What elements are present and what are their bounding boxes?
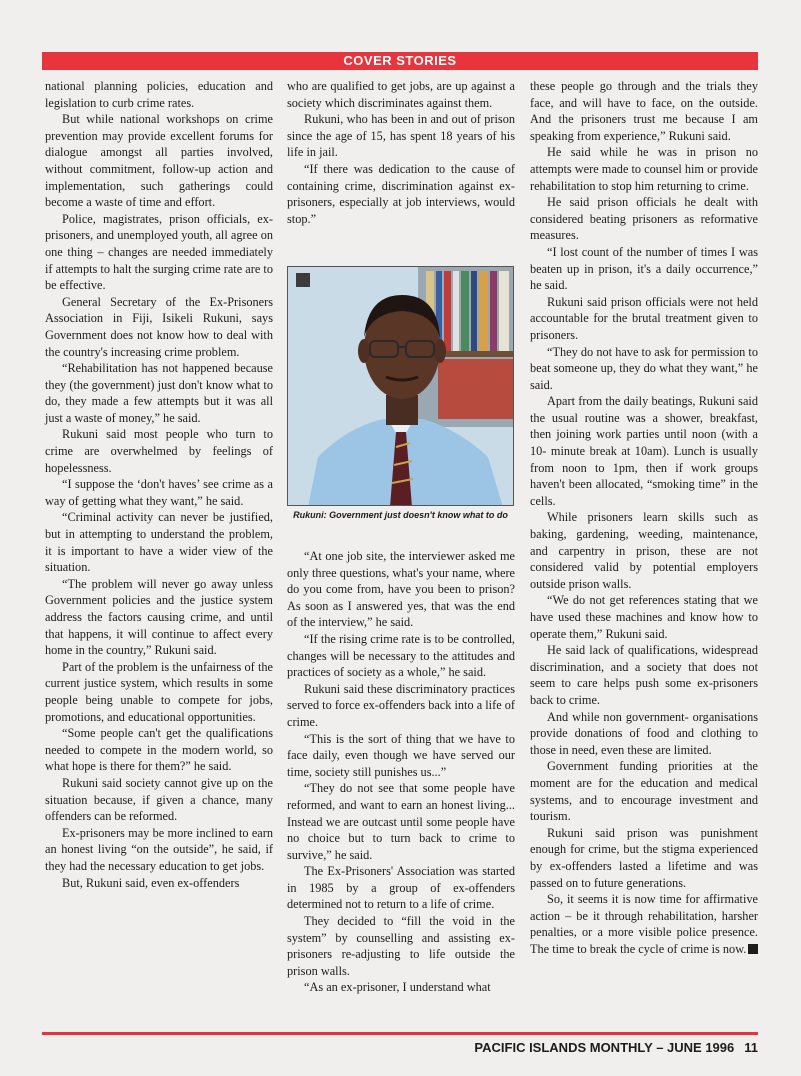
paragraph: Rukuni said prison was punishment enough for crime, but the stigma experienced by ex-offenders lasted a lifetime and was passed on to future generations. xyxy=(530,825,758,890)
paragraph: Police, magistrates, prison officials, ex-prisoners, and unemployed youth, all agree on one thing – changes are needed immediately if attempts to halt the surging crime rate are to be effective. xyxy=(45,211,273,293)
paragraph: Apart from the daily beatings, Rukuni said the usual routine was a shower, breakfast, then joining work parties until noon (with a 10- minute break at 10am). Lunch is usually from noon to 1pm, then if work groups haven't been allocated, “smoking time” in the cells. xyxy=(530,394,758,508)
paragraph: But, Rukuni said, even ex-offenders xyxy=(62,875,240,890)
paragraph: Rukuni said society cannot give up on the situation because, if given a chance, many offenders can be reformed. xyxy=(45,775,273,824)
footer-rule xyxy=(42,1032,758,1035)
paragraph: He said while he was in prison no attempts were made to counsel him or provide rehabilitation to stop him returning to crime. xyxy=(530,145,758,193)
paragraph: Ex-prisoners may be more inclined to earn an honest living “on the outside”, he said, if they had the necessary education to get jobs. xyxy=(45,825,273,873)
paragraph: “Rehabilitation has not happened because they (the government) just don't know what to do, they made a few attempts but it was all just a waste of money,” he said. xyxy=(45,361,273,425)
paragraph: Rukuni said most people who turn to crime are overwhelmed by feelings of hopelessness. xyxy=(45,427,273,475)
paragraph: “Criminal activity can never be justified, but in attempting to understand the problem, it is important to have a wider view of the situation. xyxy=(45,510,273,575)
paragraph: While prisoners learn skills such as baking, gardening, weeding, maintenance, and carpentry in prison, these are not considered valid by potential employers outside prison walls. xyxy=(530,510,758,591)
end-of-article-mark xyxy=(748,944,758,954)
page-footer xyxy=(474,1040,758,1055)
article-column-3 xyxy=(530,78,758,957)
paragraph: who are qualified to get jobs, are up against a society which discriminates against them. xyxy=(287,79,515,110)
paragraph: They decided to “fill the void in the system” by counselling and assisting ex-prisoners re-adjusting to life outside the prison walls. xyxy=(287,914,515,978)
paragraph: Rukuni said prison officials were not held accountable for the brutal treatment given to prisoners. xyxy=(530,294,758,342)
paragraph: national planning policies, education and legislation to curb crime rates. xyxy=(45,79,273,110)
paragraph: “They do not have to ask for permission to beat someone up, they do what they want,” he said. xyxy=(530,344,758,392)
paragraph: “Some people can't get the qualifications needed to compete in the modern world, so what hope is there for them?” he said. xyxy=(45,726,273,774)
paragraph: “This is the sort of thing that we have to face daily, even though we have served our time, society still punishes us...” xyxy=(287,731,515,779)
paragraph: And while non government- organisations provide donations of food and clothing to those in need, even these are limited. xyxy=(530,709,758,757)
paragraph: He said prison officials he dealt with considered beating prisoners as reformative measures. xyxy=(530,195,758,243)
paragraph: “The problem will never go away unless Government policies and the justice system address the factors causing crime, and until that happens, it will continue to affect every home in the country,” Rukuni said. xyxy=(45,576,273,658)
article-column-2-bottom xyxy=(287,548,515,996)
portrait-illustration xyxy=(288,267,514,506)
paragraph: “At one job site, the interviewer asked me only three questions, what's your name, where do you come from, have you been to prison? As soon as I answered yes, that was the end of the interview,” he said. xyxy=(287,549,515,630)
paragraph: these people go through and the trials they face, and will have to face, on the outside. And the prisoners trust me because I am speaking from experience,” Rukuni said. xyxy=(530,79,758,143)
publication-title: PACIFIC ISLANDS MONTHLY – JUNE 1996 xyxy=(474,1040,735,1055)
section-header: COVER STORIES xyxy=(42,52,758,70)
paragraph: So, it seems it is now time for affirmative action – be it through rehabilitation, harsher penalties, or a more visible police presence. The time to break the cycle of crime is now. xyxy=(530,892,758,956)
paragraph: Part of the problem is the unfairness of the current justice system, which results in some people being unable to compete for jobs, promotions, and educational opportunities. xyxy=(45,659,273,724)
paragraph: “They do not see that some people have reformed, and want to earn an honest living... Instead we are outcast until some people have no choice but to turn back to crime to survive,” he said. xyxy=(287,781,515,862)
paragraph: Government funding priorities at the moment are for the education and medical systems, and to encourage investment and tourism. xyxy=(530,759,758,824)
portrait-photo xyxy=(287,266,514,506)
paragraph: The Ex-Prisoners' Association was started in 1985 by a group of ex-offenders determined not to return to a life of crime. xyxy=(287,864,515,912)
paragraph: He said lack of qualifications, widespread discrimination, and a society that does not seem to care helps push some ex-prisoners back to crime. xyxy=(530,643,758,707)
paragraph: “As an ex-prisoner, I understand what xyxy=(304,980,491,995)
page-number: 11 xyxy=(744,1040,758,1055)
paragraph: “I suppose the ‘don't haves’ see crime as a way of getting what they want,” he said. xyxy=(45,477,273,508)
article-column-2-top xyxy=(287,78,515,227)
photo-caption: Rukuni: Government just doesn't know what to do xyxy=(293,510,508,520)
paragraph: “We do not get references stating that we have used these machines and know how to operate them,” Rukuni said. xyxy=(530,593,758,641)
paragraph: But while national workshops on crime prevention may provide excellent forums for dialogue amongst all parties involved, without commitment, follow-up action and implementation, such gatherings could become a waste of time and effort. xyxy=(45,112,273,210)
paragraph: Rukuni said these discriminatory practices served to force ex-offenders back into a life of crime. xyxy=(287,681,515,729)
paragraph: “I lost count of the number of times I was beaten up in prison, it's a daily occurrence,” he said. xyxy=(530,244,758,293)
paragraph: General Secretary of the Ex-Prisoners Association in Fiji, Isikeli Rukuni, says Government does not know how to deal with the country's increasing crime problem. xyxy=(45,294,273,359)
article-column-1 xyxy=(45,78,273,891)
paragraph: Rukuni, who has been in and out of prison since the age of 15, has spent 18 years of his life in jail. xyxy=(287,112,515,160)
paragraph: “If there was dedication to the cause of containing crime, discrimination against ex-prisoners, especially at job interviews, would stop.” xyxy=(287,161,515,226)
paragraph: “If the rising crime rate is to be controlled, changes will be necessary to the attitudes and practices of society as a whole,” he said. xyxy=(287,631,515,680)
